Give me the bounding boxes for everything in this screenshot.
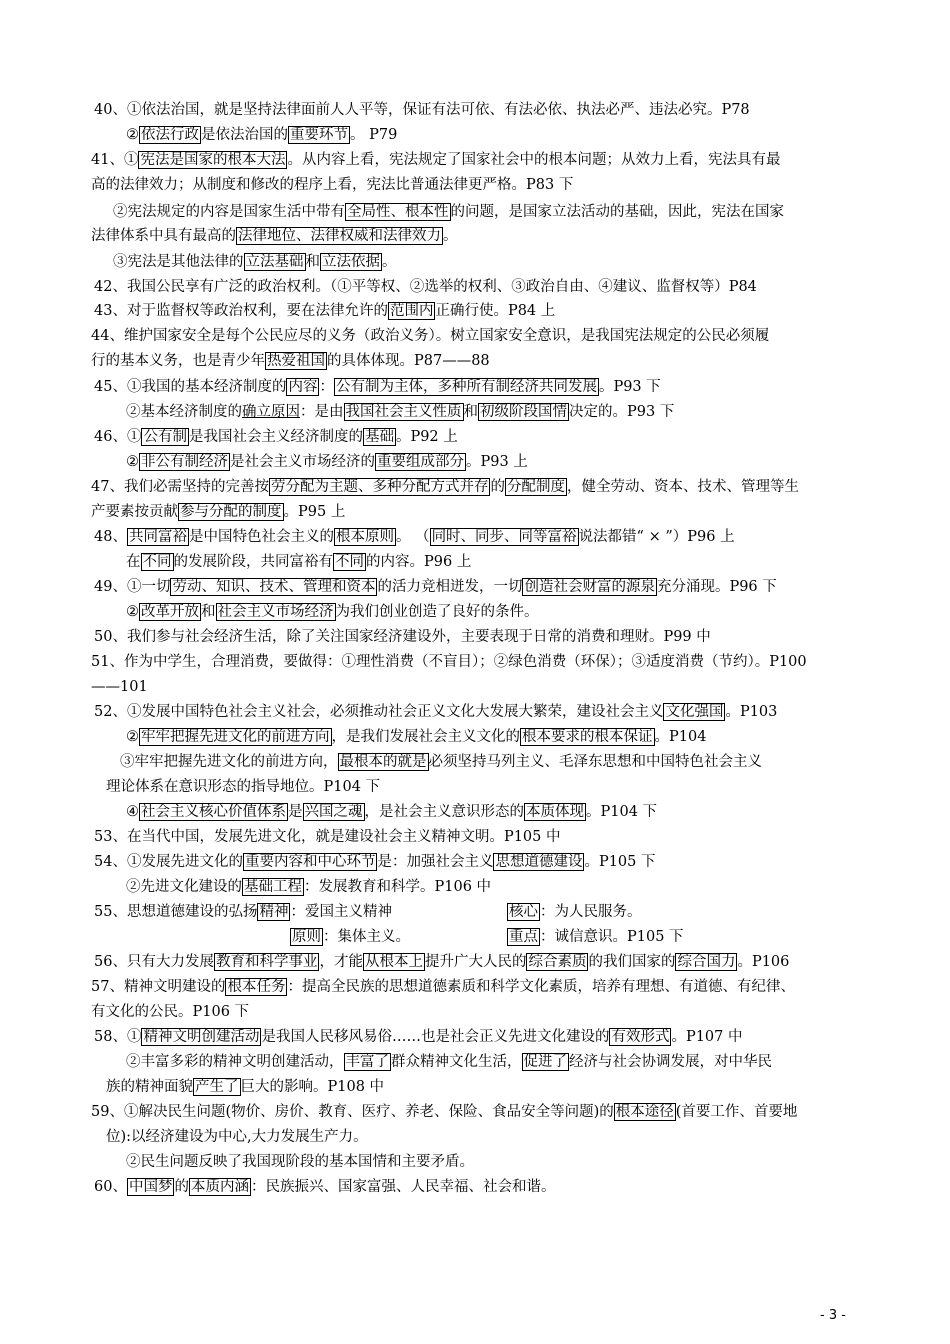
text-segment: 。P105 下 xyxy=(584,854,656,870)
text-line xyxy=(94,953,789,971)
text-segment: 44、维护国家安全是每个公民应尽的义务（政治义务）。树立国家安全意识，是我国宪法规定的公民必须履 xyxy=(91,328,770,344)
text-line xyxy=(507,903,642,921)
text-segment: ②先进文化建设的 xyxy=(126,879,242,895)
boxed-keyword: 初级阶段国情 xyxy=(480,404,567,420)
text-line xyxy=(126,553,471,571)
text-line xyxy=(290,928,410,946)
text-segment: 理论体系在意识形态的指导地位。P104 下 xyxy=(106,779,381,795)
boxed-keyword: 思想道德建设 xyxy=(495,854,583,870)
text-segment: 行的基本义务，也是青少年 xyxy=(91,353,265,369)
text-segment: 46、① xyxy=(94,429,142,445)
text-segment: 。从内容上看，宪法规定了国家社会中的根本问题；从效力上看，宪法具有最 xyxy=(287,152,781,168)
boxed-keyword: 文化强国 xyxy=(665,704,724,720)
boxed-keyword: 丰富了 xyxy=(345,1054,389,1070)
boxed-keyword: 从根本上 xyxy=(364,954,423,970)
text-segment: 40、①依法治国，就是坚持法律面前人人平等，保证有法可依、有法必依、执法必严、违法必究。P78 xyxy=(94,102,750,118)
text-segment: ② xyxy=(126,127,139,143)
text-segment: 。P103 xyxy=(725,704,778,720)
boxed-keyword: 公有制为主体，多种所有制经济共同发展 xyxy=(335,379,597,395)
boxed-keyword: 重要内容和中心环节 xyxy=(244,854,376,870)
text-line xyxy=(94,628,711,646)
text-line xyxy=(126,1153,474,1171)
text-line xyxy=(94,101,750,119)
text-segment: 。 P79 xyxy=(350,127,398,143)
text-segment: 法律体系中具有最高的 xyxy=(91,228,236,244)
text-line xyxy=(91,352,490,370)
text-line xyxy=(106,778,380,796)
text-line xyxy=(91,176,573,194)
boxed-keyword: 本质内涵 xyxy=(190,1179,249,1195)
boxed-keyword: 非公有制经济 xyxy=(141,454,228,470)
text-segment: 。 xyxy=(382,254,397,270)
text-line xyxy=(94,278,757,296)
text-segment: 的活力竞相迸发，一切 xyxy=(377,579,523,595)
boxed-keyword: 精神 xyxy=(259,904,289,920)
underlined-keyword: 确立原因 xyxy=(242,404,300,420)
boxed-keyword: 精神文明创建活动 xyxy=(143,1029,260,1045)
text-line xyxy=(91,151,780,169)
text-line xyxy=(91,1003,249,1021)
text-line xyxy=(94,578,777,596)
text-segment: 43、对于监督权等政治权利，要在法律允许的 xyxy=(94,303,388,319)
text-segment: 55、思想道德建设的弘扬 xyxy=(94,904,258,920)
boxed-keyword: 立法基础 xyxy=(245,254,304,270)
boxed-keyword: 我国社会主义性质 xyxy=(345,404,462,420)
text-line xyxy=(91,1103,797,1121)
text-segment: 是中国特色社会主义的 xyxy=(188,529,334,545)
text-segment: 的问题，是国家立法活动的基础，因此，宪法在国家 xyxy=(450,204,784,220)
boxed-keyword: 立法依据 xyxy=(322,254,380,270)
text-line xyxy=(94,1178,555,1196)
text-line xyxy=(94,853,656,871)
text-segment: 经济与社会协调发展，对中华民 xyxy=(569,1054,772,1070)
text-segment: 的发展阶段，共同富裕有 xyxy=(173,554,333,570)
boxed-keyword: 不同 xyxy=(142,554,172,570)
text-line xyxy=(91,653,807,671)
boxed-keyword: 内容 xyxy=(288,379,318,395)
text-segment: 是 xyxy=(288,804,303,820)
text-segment: 的 xyxy=(490,479,505,495)
text-line xyxy=(126,453,528,471)
text-line xyxy=(91,978,795,996)
text-segment: ② xyxy=(126,604,139,620)
text-line xyxy=(94,828,561,846)
boxed-keyword: 依法行政 xyxy=(141,127,199,143)
text-segment: 的 xyxy=(174,1179,189,1195)
text-segment: 。 （ xyxy=(395,529,430,545)
boxed-keyword: 参与分配的制度 xyxy=(180,504,282,520)
text-segment: 族的精神面貌 xyxy=(106,1079,193,1095)
text-segment: 群众精神文化生活， xyxy=(391,1054,522,1070)
boxed-keyword: 分配制度 xyxy=(506,479,565,495)
text-segment: 。 xyxy=(443,228,458,244)
text-segment: ：是由 xyxy=(300,404,344,420)
text-line xyxy=(120,753,762,771)
text-segment: ，健全劳动、资本、技术、管理等生 xyxy=(566,479,799,495)
boxed-keyword: 最根本的就是 xyxy=(339,754,427,770)
boxed-keyword: 重点 xyxy=(509,929,538,945)
text-segment: 在 xyxy=(126,554,141,570)
text-line xyxy=(126,728,706,746)
boxed-keyword: 促进了 xyxy=(523,1054,567,1070)
text-segment: 正确行使。P84 上 xyxy=(435,303,556,319)
text-segment: 提升广大人民的 xyxy=(424,954,527,970)
text-line xyxy=(126,803,657,821)
boxed-keyword: 同时、同步、同等富裕 xyxy=(431,529,577,545)
page-number: - 3 - xyxy=(820,1308,846,1323)
boxed-keyword: 牢牢把握先进文化的前进方向 xyxy=(141,729,330,745)
text-segment: 有文化的公民。P106 下 xyxy=(91,1004,250,1020)
text-segment: 。P92 上 xyxy=(395,429,458,445)
text-segment: ，是我们发展社会主义文化的 xyxy=(331,729,520,745)
text-segment: 57、精神文明建设的 xyxy=(91,979,226,995)
boxed-keyword: 法律地位、法律权威和法律效力 xyxy=(238,228,441,244)
text-segment: 51、作为中学生，合理消费，要做得：①理性消费（不盲目）；②绿色消费（环保）；③适度消费（节约）。P100 xyxy=(91,654,807,670)
text-segment: 是社会主义市场经济的 xyxy=(230,454,375,470)
boxed-keyword: 创造社会财富的源泉 xyxy=(524,579,655,595)
text-segment: 的我们国家的 xyxy=(588,954,676,970)
boxed-keyword: 综合素质 xyxy=(528,954,587,970)
boxed-keyword: 教育和科学事业 xyxy=(215,954,318,970)
boxed-keyword: 本质体现 xyxy=(526,804,584,820)
boxed-keyword: 劳分配为主题、多种分配方式并存 xyxy=(270,479,489,495)
text-segment: 为我们创业创造了良好的条件。 xyxy=(335,604,539,620)
text-segment: 52、①发展中国特色社会主义社会，必须推动社会正义文化大发展大繁荣，建设社会主义 xyxy=(94,704,664,720)
boxed-keyword: 重要环节 xyxy=(290,127,348,143)
boxed-keyword: 根本途径 xyxy=(615,1104,674,1120)
text-segment: ： xyxy=(319,379,334,395)
text-segment: ②宪法规定的内容是国家生活中带有 xyxy=(113,204,345,220)
text-segment: 60、 xyxy=(94,1179,127,1195)
text-segment: 和 xyxy=(305,254,320,270)
text-line xyxy=(94,378,661,396)
text-line xyxy=(126,403,674,421)
text-segment: ②基本经济制度的 xyxy=(126,404,242,420)
text-segment: 和 xyxy=(201,604,216,620)
text-segment: 41、① xyxy=(91,152,139,168)
text-segment: 47、我们必需坚持的完善按 xyxy=(91,479,269,495)
text-segment: 。P93 下 xyxy=(598,379,661,395)
text-segment: ——101 xyxy=(91,679,148,695)
text-segment: 50、我们参与社会经济生活，除了关注国家经济建设外，主要表现于日常的消费和理财。P99 中 xyxy=(94,629,711,645)
text-segment: 。P107 中 xyxy=(671,1029,743,1045)
text-segment: 位):以经济建设为中心,大力发展生产力。 xyxy=(106,1129,368,1145)
text-segment: ② xyxy=(126,729,139,745)
boxed-keyword: 原则 xyxy=(292,929,321,945)
text-segment: 59、①解决民生问题(物价、房价、教育、医疗、养老、保险、食品安全等问题)的 xyxy=(91,1104,614,1120)
text-segment: ：发展教育和科学。P106 中 xyxy=(304,879,492,895)
boxed-keyword: 热爱祖国 xyxy=(267,353,325,369)
text-line xyxy=(91,678,148,696)
text-segment: 是依法治国的 xyxy=(201,127,288,143)
boxed-keyword: 基础 xyxy=(364,429,394,445)
text-segment: ② xyxy=(126,454,139,470)
text-line xyxy=(94,1028,743,1046)
text-line xyxy=(94,528,735,546)
text-segment: 56、只有大力发展 xyxy=(94,954,214,970)
boxed-keyword: 不同 xyxy=(335,554,364,570)
boxed-keyword: 产生了 xyxy=(195,1079,239,1095)
boxed-keyword: 社会主义核心价值体系 xyxy=(141,804,286,820)
text-segment: 是我国社会主义经济制度的 xyxy=(188,429,363,445)
text-segment: 和 xyxy=(463,404,478,420)
text-segment: 53、在当代中国，发展先进文化，就是建设社会主义精神文明。P105 中 xyxy=(94,829,561,845)
boxed-keyword: 有效形式 xyxy=(611,1029,670,1045)
text-line xyxy=(91,478,799,496)
text-line xyxy=(106,1078,384,1096)
boxed-keyword: 改革开放 xyxy=(141,604,199,620)
text-segment: 48、 xyxy=(94,529,127,545)
text-line xyxy=(507,928,684,946)
text-segment: 54、①发展先进文化的 xyxy=(94,854,243,870)
boxed-keyword: 宪法是国家的根本大法 xyxy=(140,152,286,168)
text-segment: ④ xyxy=(126,804,139,820)
boxed-keyword: 根本原则 xyxy=(335,529,394,545)
text-line xyxy=(94,703,777,721)
text-segment: ：提高全民族的思想道德素质和科学文化素质，培养有理想、有道德、有纪律、 xyxy=(287,979,795,995)
text-segment: 产要素按贡献 xyxy=(91,504,178,520)
text-line xyxy=(126,126,397,144)
boxed-keyword: 根本任务 xyxy=(227,979,286,995)
text-segment: 是我国人民移风易俗……也是社会正义先进文化建设的 xyxy=(261,1029,610,1045)
text-line xyxy=(94,428,458,446)
text-segment: 。P95 上 xyxy=(283,504,346,520)
boxed-keyword: 劳动、知识、技术、管理和资本 xyxy=(172,579,376,595)
text-segment: 必须坚持马列主义、毛泽东思想和中国特色社会主义 xyxy=(428,754,762,770)
boxed-keyword: 社会主义市场经济 xyxy=(217,604,334,620)
boxed-keyword: 公有制 xyxy=(143,429,187,445)
text-segment: ：诚信意识。P105 下 xyxy=(540,929,684,945)
text-segment: 充分涌现。P96 下 xyxy=(656,579,777,595)
text-line xyxy=(106,1128,368,1146)
text-segment: 45、①我国的基本经济制度的 xyxy=(94,379,287,395)
text-segment: (首要工作、首要地 xyxy=(675,1104,798,1120)
boxed-keyword: 全局性、根本性 xyxy=(347,204,449,220)
boxed-keyword: 中国梦 xyxy=(128,1179,173,1195)
text-segment: ：爱国主义精神 xyxy=(290,904,392,920)
text-line xyxy=(94,302,555,320)
text-segment: ②民生问题反映了我国现阶段的基本国情和主要矛盾。 xyxy=(126,1154,474,1170)
boxed-keyword: 核心 xyxy=(509,904,538,920)
boxed-keyword: 基础工程 xyxy=(244,879,302,895)
text-segment: 。P93 上 xyxy=(466,454,528,470)
text-segment: 说法都错“ × ”）P96 上 xyxy=(578,529,735,545)
text-segment: 。P104 xyxy=(654,729,707,745)
text-line xyxy=(126,1053,772,1071)
text-line xyxy=(91,227,458,245)
text-segment: 49、①一切 xyxy=(94,579,171,595)
text-segment: ：集体主义。 xyxy=(323,929,410,945)
text-line xyxy=(126,878,491,896)
text-segment: 。P106 xyxy=(737,954,790,970)
boxed-keyword: 综合国力 xyxy=(677,954,736,970)
boxed-keyword: 重要组成部分 xyxy=(377,454,464,470)
text-line xyxy=(126,603,539,621)
text-line xyxy=(113,203,784,221)
text-segment: ，才能 xyxy=(319,954,363,970)
text-segment: 42、我国公民享有广泛的政治权利。（①平等权、②选举的权利、③政治自由、④建议、监督权等）P84 xyxy=(94,279,757,295)
text-line xyxy=(91,503,345,521)
text-segment: 的内容。P96 上 xyxy=(366,554,472,570)
text-segment: ③牢牢把握先进文化的前进方向， xyxy=(120,754,338,770)
text-line xyxy=(91,327,769,345)
text-segment: ：民族振兴、国家富强、人民幸福、社会和谐。 xyxy=(250,1179,556,1195)
text-segment: ：为人民服务。 xyxy=(540,904,642,920)
text-segment: ②丰富多彩的精神文明创建活动， xyxy=(126,1054,344,1070)
boxed-keyword: 兴国之魂 xyxy=(304,804,363,820)
text-segment: 决定的。P93 下 xyxy=(569,404,675,420)
text-line xyxy=(113,253,397,271)
text-line xyxy=(94,903,392,921)
boxed-keyword: 根本要求的根本保证 xyxy=(522,729,653,745)
text-segment: 是：加强社会主义 xyxy=(377,854,494,870)
text-segment: 巨大的影响。P108 中 xyxy=(240,1079,385,1095)
text-segment: 58、① xyxy=(94,1029,142,1045)
boxed-keyword: 范围内 xyxy=(389,303,434,319)
text-segment: 。P104 下 xyxy=(586,804,658,820)
boxed-keyword: 共同富裕 xyxy=(128,529,187,545)
text-segment: ，是社会主义意识形态的 xyxy=(364,804,524,820)
text-segment: ③宪法是其他法律的 xyxy=(113,254,244,270)
text-segment: 高的法律效力；从制度和修改的程序上看，宪法比普通法律更严格。P83 下 xyxy=(91,177,574,193)
text-segment: 的具体体现。P87——88 xyxy=(327,353,490,369)
